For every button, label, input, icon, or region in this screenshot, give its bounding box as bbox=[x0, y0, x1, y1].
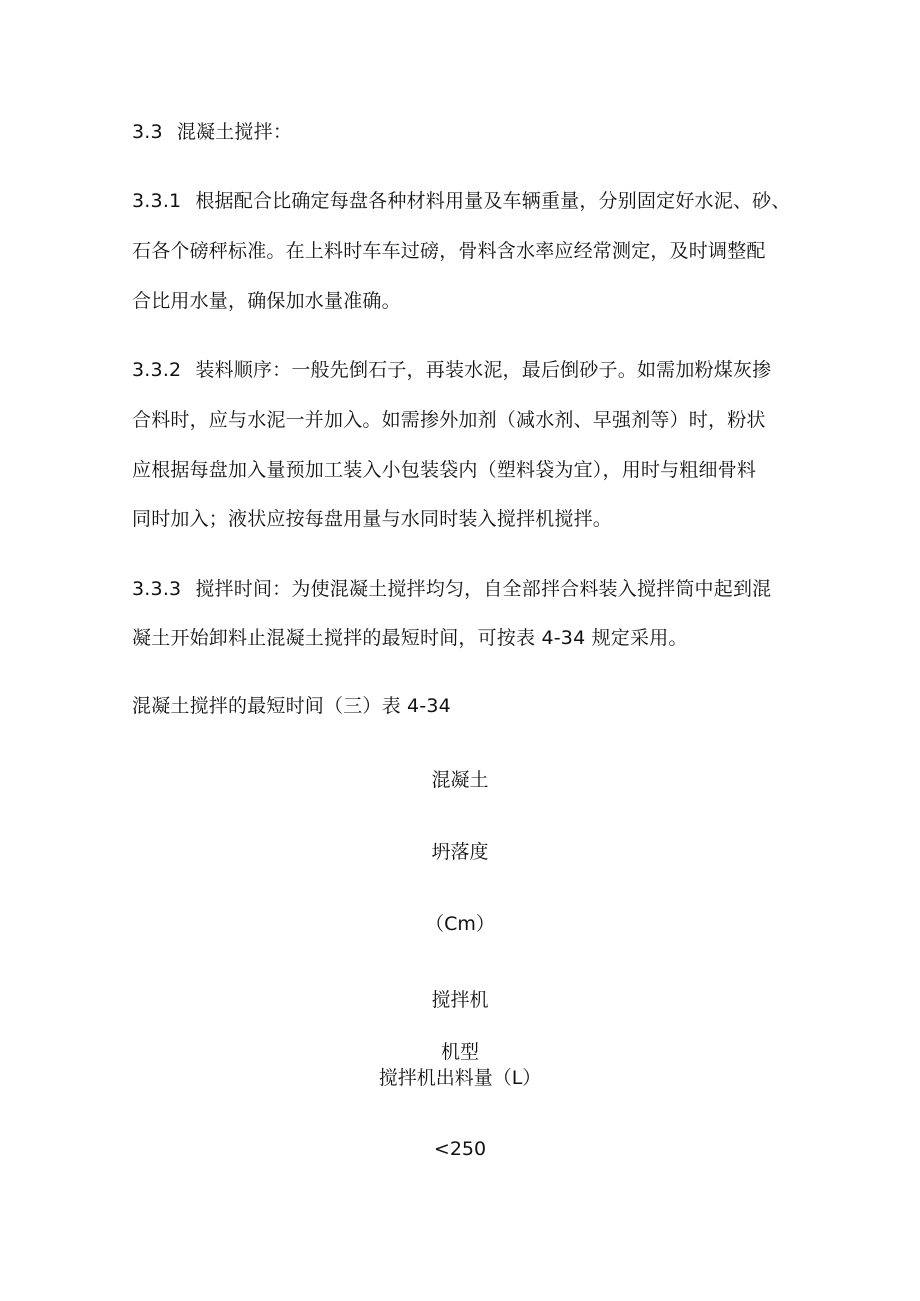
table-cell-mixer-line-2: 机型 bbox=[440, 1041, 479, 1063]
section-title: 混凝土搅拌： bbox=[176, 121, 293, 143]
table-caption: 混凝土搅拌的最短时间（三）表 4-34 bbox=[132, 695, 451, 717]
paragraph-text: 搅拌时间：为使混凝土搅拌均匀，自全部拌合料装入搅拌筒中起到混 bbox=[195, 578, 772, 600]
table-cell-slump-line-1: 混凝土 bbox=[431, 769, 489, 791]
paragraph-3-3-2-line-1 bbox=[132, 358, 771, 382]
paragraph-text: 装料顺序：一般先倒石子，再装水泥，最后倒砂子。如需加粉煤灰掺 bbox=[195, 359, 772, 381]
paragraph-3-3-1-line-1 bbox=[132, 189, 791, 213]
section-number: 3.3 bbox=[132, 121, 163, 143]
table-cell-mixer-line-1: 搅拌机 bbox=[431, 989, 489, 1011]
paragraph-3-3-3-line-1 bbox=[132, 577, 771, 601]
paragraph-3-3-1-line-3: 合比用水量，确保加水量准确。 bbox=[132, 290, 401, 312]
table-cell-output-label: 搅拌机出料量（L） bbox=[378, 1067, 542, 1089]
table-cell-slump-line-2: 坍落度 bbox=[431, 841, 489, 863]
table-cell-slump-unit: （Cm） bbox=[425, 913, 495, 935]
paragraph-3-3-1-line-2: 石各个磅秤标准。在上料时车车过磅，骨料含水率应经常测定，及时调整配 bbox=[132, 240, 766, 262]
paragraph-text: 根据配合比确定每盘各种材料用量及车辆重量，分别固定好水泥、砂、 bbox=[195, 190, 791, 212]
paragraph-3-3-2-line-2: 合料时，应与水泥一并加入。如需掺外加剂（减水剂、早强剂等）时，粉状 bbox=[132, 409, 766, 431]
paragraph-3-3-2-line-4: 同时加入；液状应按每盘用量与水同时装入搅拌机搅拌。 bbox=[132, 508, 613, 530]
paragraph-3-3-3-line-2: 凝土开始卸料止混凝土搅拌的最短时间，可按表 4-34 规定采用。 bbox=[132, 627, 688, 649]
paragraph-number: 3.3.1 bbox=[132, 190, 182, 212]
table-cell-output-value: <250 bbox=[433, 1138, 487, 1160]
paragraph-number: 3.3.3 bbox=[132, 578, 182, 600]
section-heading bbox=[132, 120, 292, 144]
paragraph-3-3-2-line-3: 应根据每盘加入量预加工装入小包装袋内（塑料袋为宜），用时与粗细骨料 bbox=[132, 459, 757, 481]
paragraph-number: 3.3.2 bbox=[132, 359, 182, 381]
